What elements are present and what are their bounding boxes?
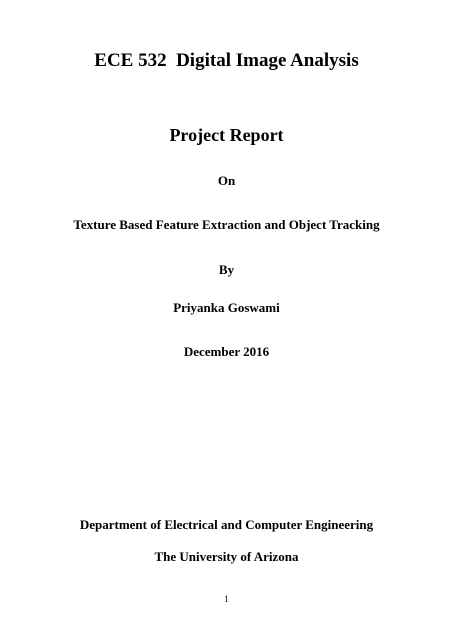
report-date: December 2016 <box>183 344 270 359</box>
author-name: Priyanka Goswami <box>173 300 280 315</box>
page-number: 1 <box>224 594 229 604</box>
department-name: Department of Electrical and Computer Engineering <box>79 517 374 532</box>
report-topic: Texture Based Feature Extraction and Object Tracking <box>73 217 380 232</box>
university-name: The University of Arizona <box>154 549 299 564</box>
course-title: ECE 532 Digital Image Analysis <box>94 50 359 71</box>
by-label: By <box>218 262 235 277</box>
report-title: Project Report <box>169 125 284 145</box>
on-label: On <box>217 173 236 188</box>
